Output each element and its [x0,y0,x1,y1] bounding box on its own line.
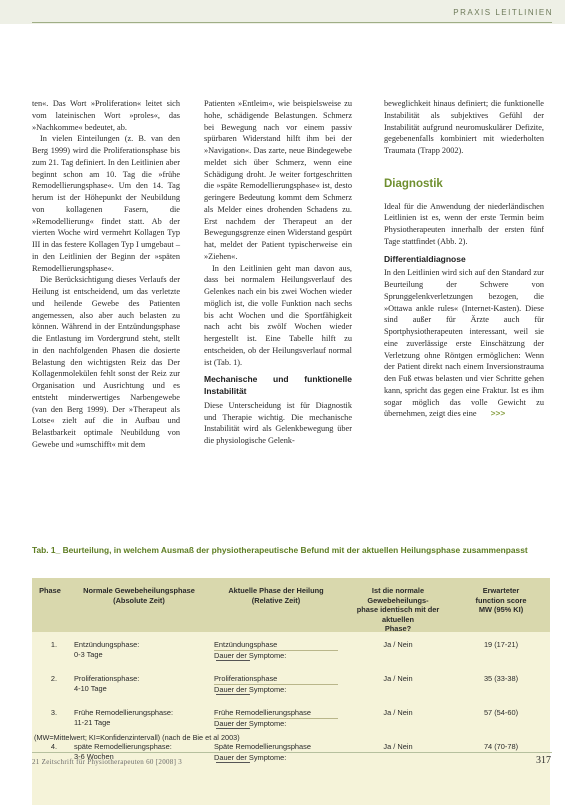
normal-phase-time: 0-3 Tage [74,649,103,659]
row-number: 4. [50,742,58,751]
text-column-3 [384,98,544,420]
header-rule [32,22,552,23]
table-row [32,636,550,670]
subheading-differentialdiagnose: Differentialdiagnose [384,253,466,264]
healing-phase-table [32,578,550,805]
function-score-cell: 19 (17-21) [483,640,519,649]
paragraph [384,267,544,420]
paragraph: In den Leitlinien geht man davon aus, dass bei normalem Heilungsverlauf des Gelenkes nach ein bis zwei Wochen wieder möglich ist, die volle Funktion nach sechs bis acht Wochen und die Sportfähigkeit nach acht bis zwölf Wochen wieder hergestellt ist. Eine Tabelle hilft zu entscheiden, ob der Heilungsverlauf normal ist (Tab. 1). [204,263,352,367]
header-identisch: Ist die normale Gewebeheilungs- phase identisch mit der aktuellen Phase? [356,586,440,633]
text-column-2 [204,98,352,447]
symptom-duration-label: Dauer der Symptome: [214,650,287,660]
footer-rule [32,752,552,753]
normal-phase-cell [74,708,204,727]
paragraph: Ideal für die Anwendung der niederländischen Leitlinien ist es, wenn der erste Termin beim Physiotherapeuten innerhalb der ersten fünf Tage stattfindet (Abb. 2). [384,201,544,246]
duration-blank [216,660,250,661]
table-row [32,738,550,772]
paragraph: beweglichkeit hinaus definiert; die funktionelle Instabilität als subjektives Gefühl der Instabilität aufgrund neuromuskulärer Defizite, gegebenenfalls kombiniert mit wiederholten Traumata (Trapp 2002). [384,99,544,155]
duration-blank [216,694,250,695]
current-phase-cell [214,708,338,729]
current-phase-name: Frühe Remodellierungsphase [214,708,338,719]
header-aktuell: Aktuelle Phase der Heilung (Relative Zeit) [228,586,324,605]
paragraph: Diese Unterscheidung ist für Diagnostik und Therapie wichtig. Die mechanische Instabilität wird als Gelenkbewegung über die physiologische Gelenk- [204,400,352,445]
yes-no-cell: Ja / Nein [383,742,413,751]
normal-phase-time: 4-10 Tage [74,683,107,693]
current-phase-name: Späte Remodellierungsphase [214,742,338,753]
yes-no-cell: Ja / Nein [383,674,413,683]
paragraph: In vielen Einteilungen (z. B. van den Berg 1999) wird die Proliferationsphase bis zum 21. Tag definiert. In den Leitlinien aber beginnt schon am 10. Tag die »frühe Remodellierungsphase«. Um den 14. Tag herum ist der Höhepunkt der Neubildung von kollagenen Fasern, die »Remodellierung« findet statt. Ab der vierten Woche wird vermehrt Kollagen Typ III in das festere Kollagen Typ I umgebaut – in den Leitlinien der Beginn der »späten Remodellierungsphase«. [32,134,180,273]
normal-phase-cell [74,640,204,659]
header-erwartet: Erwarteter function score MW (95% KI) [475,586,527,614]
function-score-cell: 35 (33-38) [483,674,519,683]
table-footnote: (MW=Mittelwert; KI=Konfidenzintervall) (nach de Bie et al 2003) [34,733,240,742]
yes-no-cell: Ja / Nein [383,640,413,649]
row-number: 1. [50,640,58,649]
paragraph-text: In den Leitlinien wird sich auf den Standard zur Beurteilung der Schwere von Sprunggelenkverletzungen bezogen, die »Ottawa ankle rules« (Internet-Kasten). Diese sind außer für Ärzte auch für Sportphysiotherapeuten interessant, weil sie eine zuverlässige erste Einschätzung der Verletzung ohne Röntgen ermöglichen: Wenn der Patient direkt nach einem Inversionstrauma den Fuß etwas belasten und vier Schritte gehen kann, spricht das gegen eine Fraktur. Ist es ihm sogar möglich das volle Gewicht zu übernehmen, zeigt dies eine [384,268,544,419]
row-number: 2. [50,674,58,683]
current-phase-name: Entzündungsphase [214,640,338,651]
duration-blank [216,762,250,763]
section-title-diagnostik: Diagnostik [384,177,443,190]
row-number: 3. [50,708,58,717]
normal-phase-time: 11-21 Tage [74,717,111,727]
normal-phase-time: 3-6 Wochen [74,751,114,761]
continue-arrows: >>> [490,408,506,419]
paragraph: ten«. Das Wort »Proliferation« leitet sich vom lateinischen Wort »proles«, das »Nachkomme« bedeutet, ab. [32,99,180,132]
subheading-instabilitaet: Mechanische und funktionelle Instabilität [204,374,352,396]
yes-no-cell: Ja / Nein [383,708,413,717]
normal-phase-name: späte Remodellierungsphase: [74,742,172,751]
current-phase-name: Proliferationsphase [214,674,338,685]
symptom-duration-label: Dauer der Symptome: [214,684,287,694]
normal-phase-name: Proliferationsphase: [74,674,140,683]
normal-phase-name: Frühe Remodellierungsphase: [74,708,174,717]
paragraph: Patienten »Entleim«, wie beispielsweise zu hohe, schädigende Belastungen. Schmerz bei Bewegung nach vor einem passiv spürbaren Widerstand hilft ihm bei der »Navigation«. Das zarte, neue Bindegewebe meldet sich über Schmerz, wenn eine Schädigung droht. Je weiter fortgeschritten die »späte Remodellierungsphase« ist, desto geringere Bedeutung kommt dem Schmerz als Melder eines drohenden Schadens zu. Erst nachdem der Therapeut an der Bewegungsgrenze einen Widerstand gespürt hat, meldet der Patient typischerweise ein »Ziehen«. [204,99,352,261]
function-score-cell: 57 (54-60) [483,708,519,717]
current-phase-cell [214,674,338,695]
paragraph: Die Berücksichtigung dieses Verlaufs der Heilung ist entscheidend, um das verletzte und heilende Gewebe des Patienten angemessen, also aber auch belasten zu können. Während in der Entzündungsphase die Entlastung im Vordergrund steht, stellt in den nachfolgenden Phasen die dosierte Belastung den wichtigsten Reiz das Der Kollagenmolekülen fehlt sonst der Reiz zur Organisation und Ausrichtung und es entsteht minderwertiges Narbengewebe (van den Berg 1999). Der »Therapeut als Lotse« zielt auf die in Aufbau und Belastbarkeit optimale Neubildung von Gewebe und »umschifft« mit dem [32,275,180,449]
table-header [32,578,550,632]
page-number: 317 [536,755,551,766]
normal-phase-name: Entzündungsphase: [74,640,140,649]
text-column-1 [32,98,180,451]
table-row [32,670,550,704]
duration-blank [216,728,250,729]
journal-footer: 21 Zeitschrift für Physiotherapeuten 60 [2008] 3 [32,758,183,766]
header-phase: Phase [39,586,61,595]
function-score-cell: 74 (70-78) [483,742,519,751]
running-header: PRAXIS LEITLINIEN [453,8,553,17]
current-phase-cell [214,640,338,661]
symptom-duration-label: Dauer der Symptome: [214,752,287,762]
normal-phase-cell [74,674,204,693]
symptom-duration-label: Dauer der Symptome: [214,718,287,728]
table-caption: Tab. 1_ Beurteilung, in welchem Ausmaß der physiotherapeutische Befund mit der aktuellen Heilungsphase zusammenpasst [32,545,528,555]
header-normal: Normale Gewebeheilungsphase (Absolute Zeit) [83,586,195,605]
